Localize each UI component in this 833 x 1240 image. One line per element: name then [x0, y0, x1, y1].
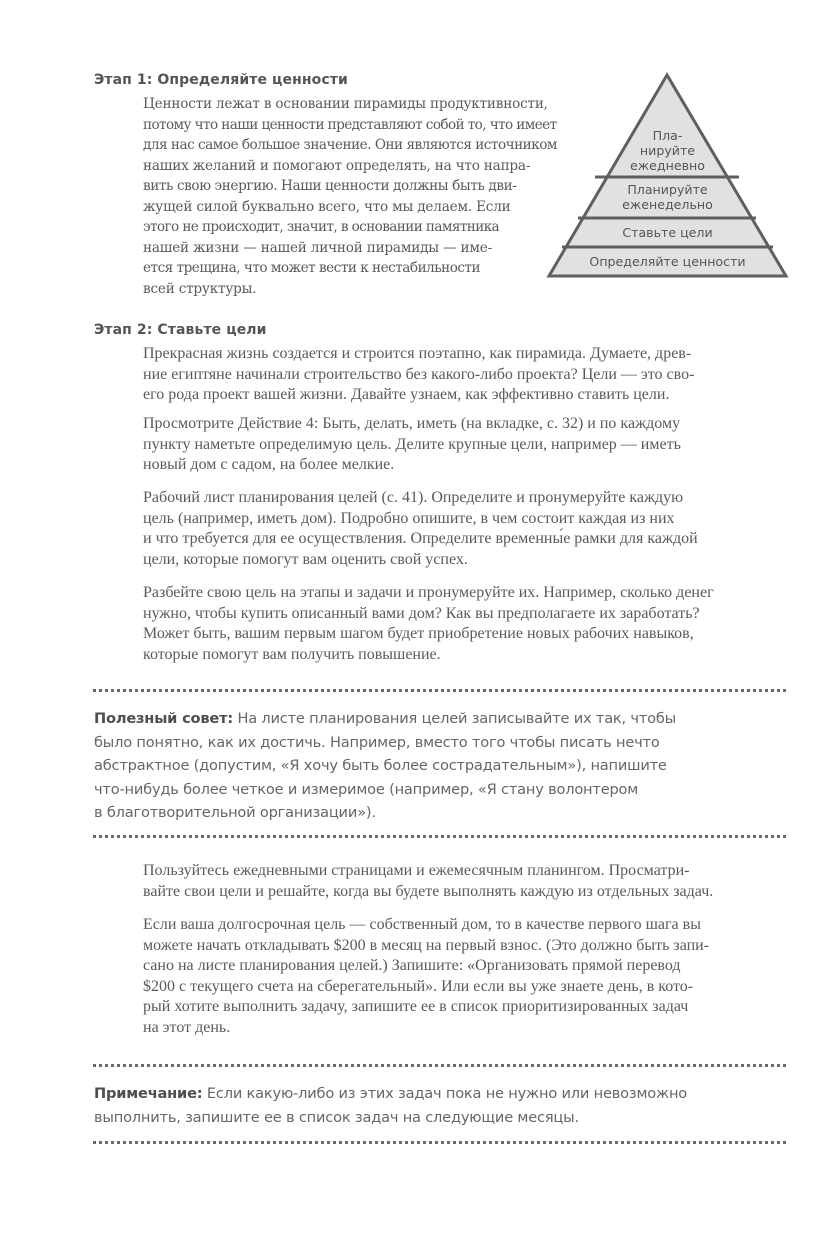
text-line: на этот день.	[143, 1018, 231, 1036]
dotted-divider	[93, 1141, 786, 1144]
text-line	[94, 707, 676, 731]
text-line: вить свою энергию. Наши ценности должны быть дви-	[143, 178, 517, 194]
dotted-divider	[93, 835, 786, 838]
note-text: Если какую-либо из этих задач пока не нужно или невозможно	[202, 1085, 688, 1102]
stage2-heading: Этап 2: Ставьте цели	[94, 322, 267, 338]
text-line: наших желаний и помогают определять, на что напра-	[143, 157, 531, 174]
text-line: этого не происходит, значит, в основании памятника	[143, 219, 500, 235]
stage2-paragraph-3	[143, 488, 698, 570]
stage2-paragraph-2	[143, 414, 681, 476]
text-line: цель (например, иметь дом). Подробно опишите, в чем состоит каждая из них	[143, 509, 675, 527]
pyramid-label-line: Ставьте цели	[622, 225, 713, 240]
text-line: выполнить, запишите ее в список задач на следующие месяцы.	[94, 1108, 579, 1126]
text-line: можете начать откладывать $200 в месяц на первый взнос. (Это должно быть запи-	[143, 936, 710, 954]
note-label: Примечание:	[94, 1085, 203, 1102]
text-line: пункту наметьте определимую цель. Делите крупные цели, например — иметь	[143, 435, 681, 453]
text-line: Рабочий лист планирования целей (с. 41). Определите и пронумеруйте каждую	[143, 489, 684, 506]
text-line: которые помогут вам получить повышение.	[143, 645, 441, 663]
pyramid-label-line: Определяйте ценности	[589, 254, 746, 269]
text-line: $200 с текущего счета на сберегательный». Или если вы уже знаете день, в кото-	[143, 977, 694, 995]
text-line: цели, которые помогут вам оценить свой успех.	[143, 550, 468, 568]
text-line: Ценности лежат в основании пирамиды продуктивности,	[143, 96, 548, 112]
text-line: нужно, чтобы купить описанный вами дом? Как вы предполагаете их заработать?	[143, 604, 700, 622]
text-line: жущей силой буквально всего, что мы делаем. Если	[143, 198, 511, 215]
text-line: нашей жизни — нашей личной пирамиды — име-	[143, 239, 492, 256]
text-line: для нас самое большое значение. Они являются источником	[143, 137, 557, 153]
text-line: было понятно, как их достичь. Например, вместо того чтобы писать нечто	[94, 733, 660, 751]
text-line: и что требуется для ее осуществления. Определите временны́е рамки для каждой	[143, 530, 698, 548]
dotted-divider	[93, 1064, 786, 1067]
pyramid-label-line: Пла-	[652, 128, 683, 143]
pyramid-level-daily	[545, 128, 790, 173]
pyramid-label-line: Планируйте	[627, 182, 708, 197]
tip-box	[94, 707, 676, 825]
stage3-paragraph-2	[143, 915, 709, 1039]
pyramid-graphic	[545, 72, 790, 282]
text-line: вайте свои цели и решайте, когда вы будете выполнять каждую из отдельных задач.	[143, 882, 714, 900]
text-line: в благотворительной организации»).	[94, 804, 376, 821]
text-line: Прекрасная жизнь создается и строится поэтапно, как пирамида. Думаете, древ-	[143, 345, 692, 362]
text-line	[94, 1082, 687, 1106]
pyramid-label-line: нируйте	[639, 143, 696, 158]
stage1-heading: Этап 1: Определяйте ценности	[94, 72, 348, 88]
stage3-paragraph-1	[143, 861, 713, 902]
text-line: ется трещина, что может вести к нестабильности	[143, 260, 481, 276]
text-line: что-нибудь более четкое и измеримое (например, «Я стану волонтером	[94, 780, 639, 798]
pyramid-level-values	[545, 254, 790, 269]
tip-label: Полезный совет:	[94, 710, 233, 727]
stage1-paragraph	[143, 94, 557, 299]
tip-text: На листе планирования целей записывайте их так, чтобы	[233, 710, 677, 727]
text-line: новый дом с садом, на более мелкие.	[143, 456, 395, 474]
text-line: всей структуры.	[143, 280, 257, 297]
text-line: рый хотите выполнить задачу, запишите ее в список приоритизированных задач	[143, 998, 689, 1016]
text-line: Просмотрите Действие 4: Быть, делать, иметь (на вкладке, с. 32) и по каждому	[143, 415, 681, 432]
text-line: потому что наши ценности представляют собой то, что имеет	[143, 116, 557, 133]
text-line: его рода проект вашей жизни. Давайте узнаем, как эффективно ставить цели.	[143, 386, 670, 404]
pyramid-label-line: еженедельно	[622, 197, 713, 212]
pyramid-level-weekly	[545, 182, 790, 212]
text-line: Может быть, вашим первым шагом будет приобретение новых рабочих навыков,	[143, 625, 694, 643]
text-line: ние египтяне начинали строительство без какого-либо проекта? Цели — это сво-	[143, 365, 695, 383]
pyramid-level-goals	[545, 225, 790, 240]
pyramid-label-line: ежедневно	[630, 158, 705, 173]
dotted-divider	[93, 689, 786, 692]
text-line: Если ваша долгосрочная цель — собственный дом, то в качестве первого шага вы	[143, 916, 701, 933]
text-line: Разбейте свою цель на этапы и задачи и пронумеруйте их. Например, сколько денег	[143, 584, 714, 601]
text-line: сано на листе планирования целей.) Запишите: «Организовать прямой перевод	[143, 957, 681, 975]
stage2-paragraph-1	[143, 344, 694, 406]
stage2-paragraph-4	[143, 583, 714, 665]
note-box	[94, 1082, 687, 1129]
productivity-pyramid	[545, 72, 790, 282]
text-line: абстрактное (допустим, «Я хочу быть более сострадательным»), напишите	[94, 757, 667, 774]
text-line: Пользуйтесь ежедневными страницами и ежемесячным планингом. Просматри-	[143, 862, 690, 879]
